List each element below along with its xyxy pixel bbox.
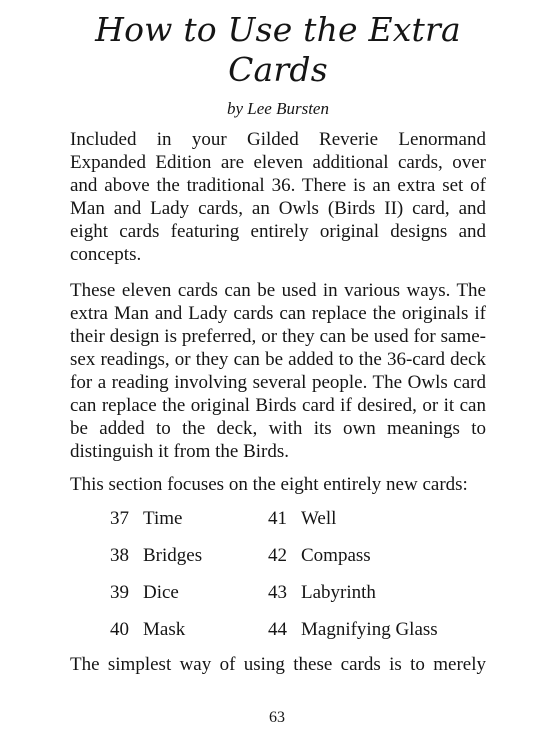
- usage-paragraph: These eleven cards can be used in various ways. The extra Man and Lady cards can replace the originals if their design is preferred, or they can be used for same-sex readings, or they can be added to the 36-card deck for a reading involving several people. The Owls card can replace the original Birds card if desired, or it can be added to the deck, with its own meanings to distinguish it from the Birds.: [70, 280, 486, 462]
- card-number: 37: [110, 508, 129, 529]
- card-name: Well: [301, 508, 337, 529]
- page-title: How to Use the Extra Cards: [95, 10, 461, 89]
- card-item: [268, 581, 468, 604]
- section-intro: This section focuses on the eight entirely new cards:: [70, 474, 468, 495]
- page-number: 63: [269, 709, 285, 726]
- card-name: Mask: [143, 619, 186, 640]
- card-list: [110, 507, 486, 641]
- card-item: [110, 581, 268, 604]
- card-name: Bridges: [143, 545, 203, 566]
- card-item: [268, 618, 468, 641]
- card-name: Labyrinth: [301, 582, 376, 603]
- card-number: 40: [110, 619, 129, 640]
- card-item: [268, 507, 468, 530]
- card-number: 44: [268, 619, 287, 640]
- card-number: 42: [268, 545, 287, 566]
- card-item: [268, 544, 468, 567]
- card-name: Time: [143, 508, 183, 529]
- card-item: [110, 507, 268, 530]
- card-number: 41: [268, 508, 287, 529]
- card-name: Dice: [143, 582, 179, 603]
- card-name: Magnifying Glass: [301, 619, 438, 640]
- card-item: [110, 618, 268, 641]
- card-number: 39: [110, 582, 129, 603]
- author-byline: by Lee Bursten: [227, 99, 329, 118]
- card-item: [110, 544, 268, 567]
- closing-line: The simplest way of using these cards is to merely: [70, 654, 486, 675]
- card-name: Compass: [301, 545, 371, 566]
- intro-paragraph: Included in your Gilded Reverie Lenormand Expanded Edition are eleven additional cards, over and above the traditional 36. There is an extra set of Man and Lady cards, an Owls (Birds II) card, and eight cards featuring entirely original designs and concepts.: [70, 129, 486, 265]
- card-number: 38: [110, 545, 129, 566]
- card-number: 43: [268, 582, 287, 603]
